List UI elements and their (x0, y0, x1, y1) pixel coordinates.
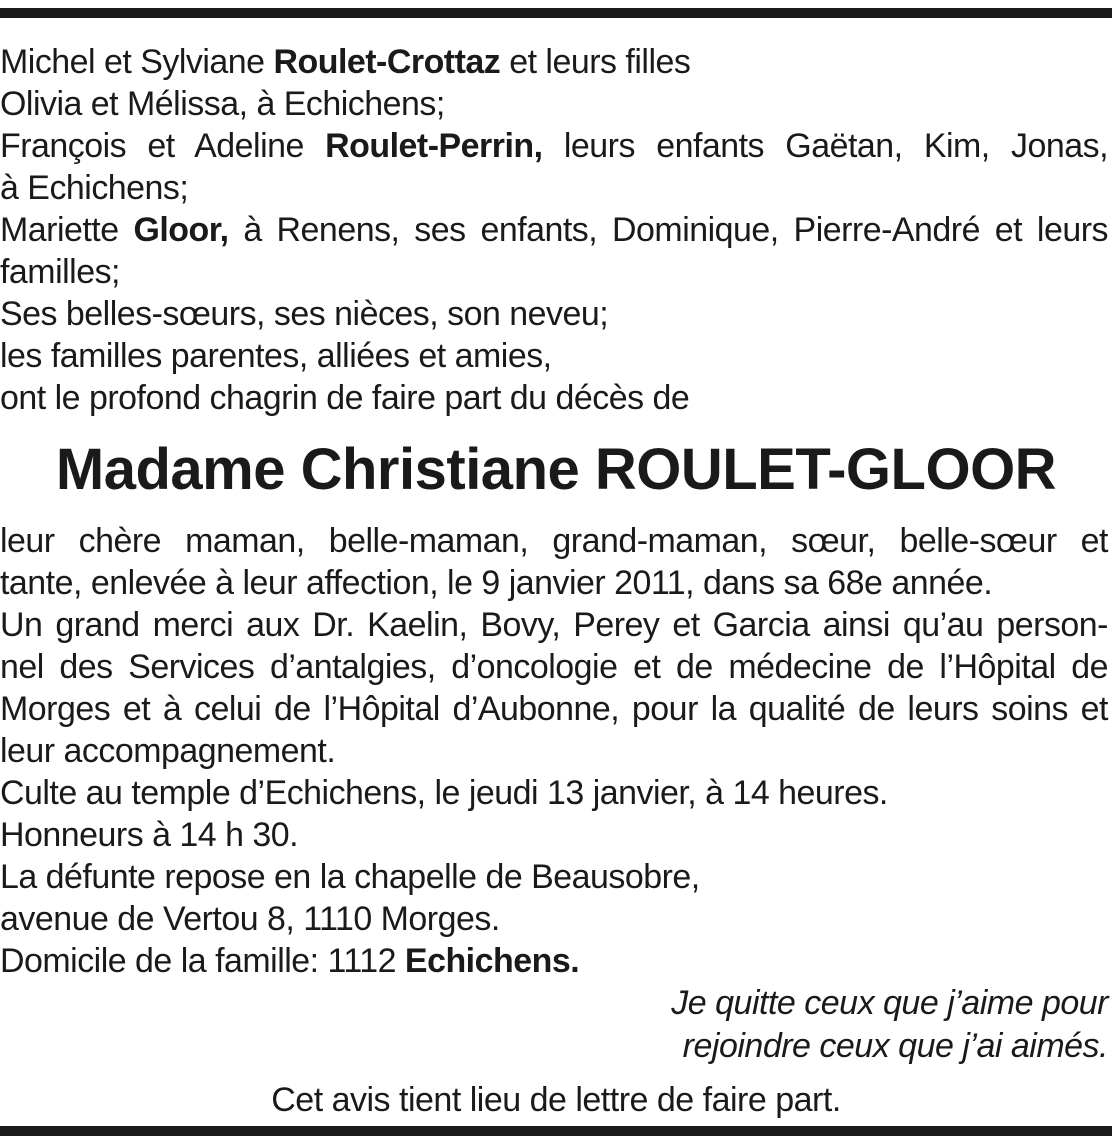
body-line: Morges et à celui de l’Hôpital d’Aubonne, pour la qualité de leurs soins et (0, 690, 1108, 728)
bottom-rule (0, 1126, 1112, 1136)
quote-line: Je quitte ceux que j’aime pour (671, 984, 1108, 1022)
body-line: Culte au temple d’Echichens, le jeudi 13 janvier, à 14 heures. (0, 774, 888, 812)
intro-line: familles; (0, 253, 120, 291)
quote-line: rejoindre ceux que j’ai aimés. (682, 1027, 1108, 1065)
text: à Renens, ses enfants, Dominique, Pierre-André et leurs (228, 211, 1108, 249)
intro-line: Olivia et Mélissa, à Echichens; (0, 85, 445, 123)
announcement-body (0, 520, 1110, 982)
intro-line: les familles parentes, alliées et amies, (0, 337, 552, 375)
body-line: tante, enlevée à leur affection, le 9 janvier 2011, dans sa 68e année. (0, 564, 993, 602)
body-line: Honneurs à 14 h 30. (0, 816, 299, 854)
body-line: leur accompagnement. (0, 732, 336, 770)
body-line: nel des Services d’antalgies, d’oncologie et de médecine de l’Hôpital de (0, 648, 1108, 686)
top-rule (0, 8, 1112, 18)
intro-line (0, 41, 1108, 83)
body-line: leur chère maman, belle-maman, grand-maman, sœur, belle-sœur et (0, 522, 1108, 560)
text: leurs enfants Gaëtan, Kim, Jonas, (542, 127, 1108, 165)
text: Domicile de la famille: 1112 (0, 942, 405, 980)
text: Michel et Sylviane (0, 43, 274, 81)
announcement-intro (0, 41, 1110, 419)
body-line: La défunte repose en la chapelle de Beausobre, (0, 858, 700, 896)
text: et leurs filles (500, 43, 691, 81)
intro-line: Ses belles-sœurs, ses nièces, son neveu; (0, 295, 609, 333)
family-name: Gloor, (133, 211, 229, 249)
intro-line: à Echichens; (0, 169, 189, 207)
text: François et Adeline (0, 127, 326, 165)
body-line (0, 940, 1108, 982)
body-line: avenue de Vertou 8, 1110 Morges. (0, 900, 500, 938)
closing-note: Cet avis tient lieu de lettre de faire part. (271, 1081, 841, 1119)
text: Mariette (0, 211, 134, 249)
body-line: Un grand merci aux Dr. Kaelin, Bovy, Perey et Garcia ainsi qu’au person- (0, 606, 1108, 644)
deceased-name: Madame Christiane ROULET-GLOOR (55, 437, 1057, 502)
epitaph-quote (671, 982, 1108, 1068)
intro-line: ont le profond chagrin de faire part du décès de (0, 379, 690, 417)
place-name: Echichens. (404, 942, 580, 980)
intro-line (0, 125, 1108, 167)
family-name: Roulet-Perrin, (325, 127, 543, 165)
intro-line (0, 209, 1108, 251)
family-name: Roulet-Crottaz (273, 43, 501, 81)
